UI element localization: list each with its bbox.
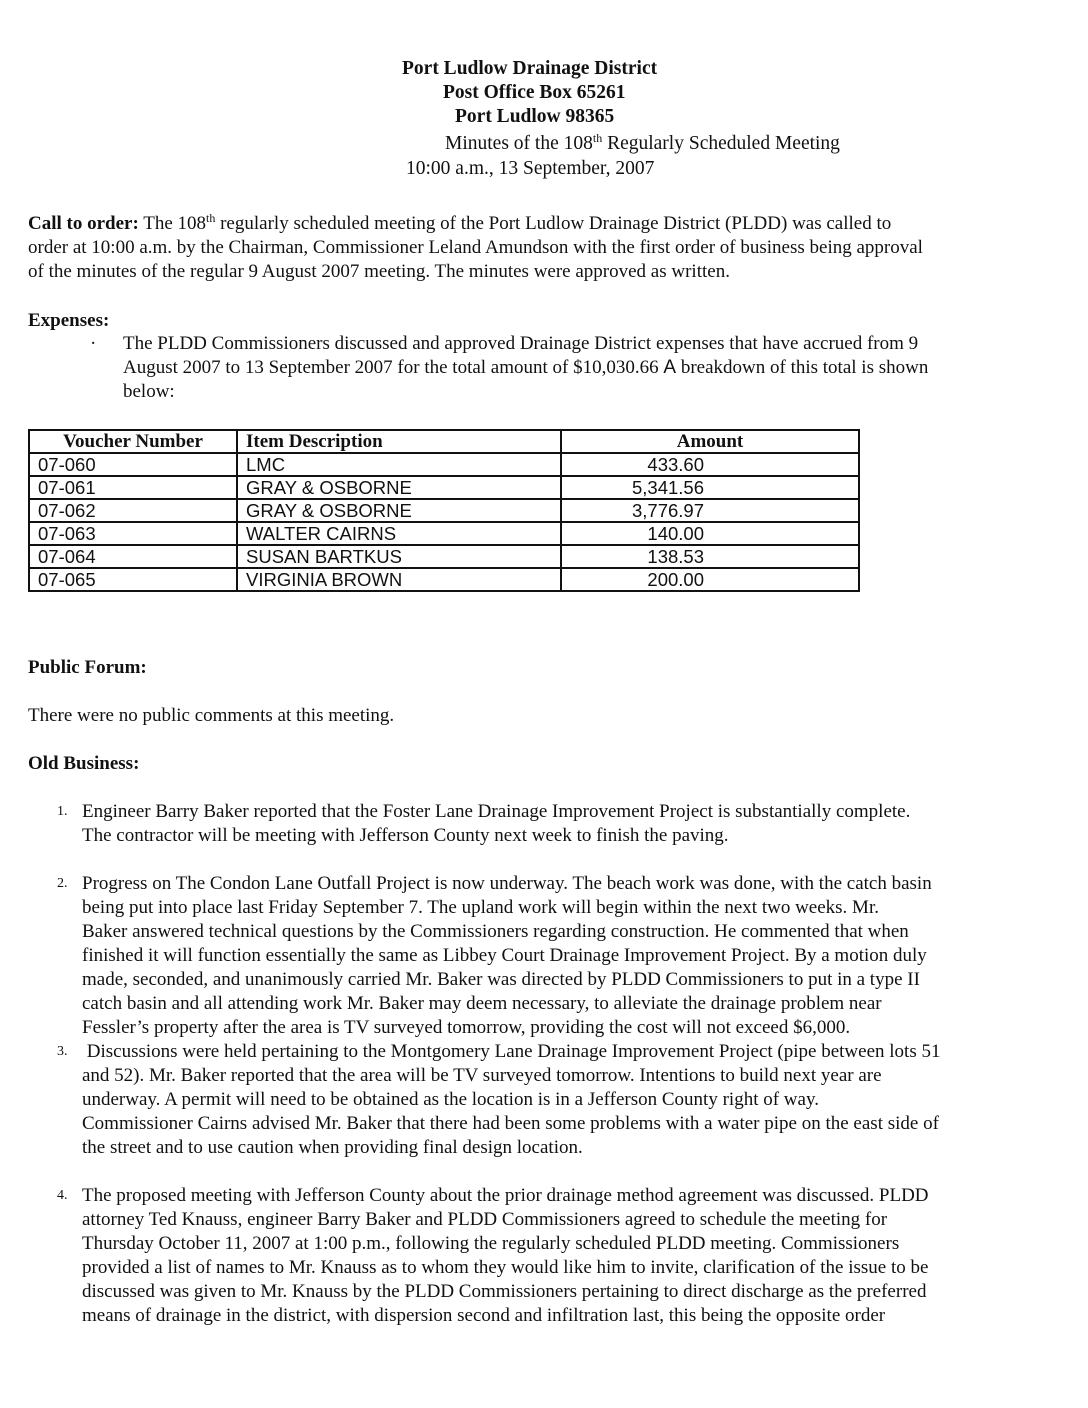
call-to-order-text: regularly scheduled meeting of the Port Ludlow Drainage District (PLDD) was called to <box>215 213 892 234</box>
expenses-text: August 2007 to 13 September 2007 for the total amount of $10,030.66 <box>123 357 664 378</box>
old-business-heading: Old Business: <box>28 753 140 774</box>
list-item-3-line: Discussions were held pertaining to the Montgomery Lane Drainage Improvement Project (pipe between lots 51 <box>82 1041 941 1062</box>
header-voucher-number: Voucher Number <box>29 430 237 453</box>
ordinal-sup: th <box>206 211 216 225</box>
list-item-2-line: finished it will function essentially the same as Libbey Court Drainage Improvement Project. By a motion duly <box>82 945 927 966</box>
call-to-order-heading: Call to order: <box>28 213 139 234</box>
list-item-3-line: Commissioner Cairns advised Mr. Baker that there had been some problems with a water pipe on the east side of <box>82 1113 939 1134</box>
item-description: LMC <box>237 453 561 476</box>
item-description: SUSAN BARTKUS <box>237 545 561 568</box>
header-item-description: Item Description <box>237 430 561 453</box>
expenses-line-2 <box>123 356 928 380</box>
city-zip: Port Ludlow 98365 <box>455 106 615 127</box>
list-item-2-line: catch basin and all attending work Mr. Baker may deem necessary, to alleviate the drainage problem near <box>82 993 882 1014</box>
table-row <box>29 568 859 591</box>
list-item-4-line: The proposed meeting with Jefferson County about the prior drainage method agreement was discussed. PLDD <box>82 1185 929 1206</box>
call-to-order-line-2: order at 10:00 a.m. by the Chairman, Commissioner Leland Amundson with the first order of business being approval <box>28 237 923 258</box>
org-name: Port Ludlow Drainage District <box>402 58 658 79</box>
amount-cell <box>561 499 859 522</box>
public-forum-text: There were no public comments at this meeting. <box>28 705 395 726</box>
list-number: 3. <box>57 1044 68 1059</box>
item-description: VIRGINIA BROWN <box>237 568 561 591</box>
amount: 3,776.97 <box>631 500 704 521</box>
voucher-table <box>28 429 860 592</box>
public-forum-heading: Public Forum: <box>28 657 147 678</box>
minutes-title-rest: Regularly Scheduled Meeting <box>602 133 840 154</box>
list-item-4-line: provided a list of names to Mr. Knauss as to whom they would like him to invite, clarification of the issue to be <box>82 1257 929 1278</box>
voucher-number: 07-065 <box>29 568 237 591</box>
voucher-number: 07-062 <box>29 499 237 522</box>
bullet-icon: · <box>90 333 97 354</box>
call-to-order-line-1 <box>28 212 891 236</box>
table-row <box>29 499 859 522</box>
list-item-4-line: attorney Ted Knauss, engineer Barry Baker and PLDD Commissioners agreed to schedule the meeting for <box>82 1209 888 1230</box>
amount: 138.53 <box>647 546 704 567</box>
voucher-number: 07-061 <box>29 476 237 499</box>
voucher-number: 07-064 <box>29 545 237 568</box>
amount: 200.00 <box>647 569 704 590</box>
list-item-2-line: Baker answered technical questions by the Commissioners regarding construction. He commented that when <box>82 921 909 942</box>
minutes-title <box>445 133 840 155</box>
table-row <box>29 453 859 476</box>
minutes-title-sup: th <box>592 131 603 145</box>
item-description: GRAY & OSBORNE <box>237 499 561 522</box>
item-description: WALTER CAIRNS <box>237 522 561 545</box>
amount: 140.00 <box>647 523 704 544</box>
po-box: Post Office Box 65261 <box>443 82 626 103</box>
list-number: 4. <box>57 1188 68 1203</box>
call-to-order-line-3: of the minutes of the regular 9 August 2007 meeting. The minutes were approved as written. <box>28 261 730 282</box>
list-item-3-line: underway. A permit will need to be obtained as the location is in a Jefferson County right of way. <box>82 1089 819 1110</box>
amount: 433.60 <box>647 454 704 475</box>
amount-cell <box>561 568 859 591</box>
table-row <box>29 476 859 499</box>
meeting-datetime: 10:00 a.m., 13 September, 2007 <box>406 158 655 179</box>
voucher-table-header <box>29 430 859 453</box>
list-item-2-line: Fessler’s property after the area is TV surveyed tomorrow, providing the cost will not exceed $6,000. <box>82 1017 851 1038</box>
list-item-2-line: being put into place last Friday September 7. The upland work will begin within the next two weeks. Mr. <box>82 897 879 918</box>
voucher-number: 07-063 <box>29 522 237 545</box>
list-item-1-line: Engineer Barry Baker reported that the Foster Lane Drainage Improvement Project is substantially complete. <box>82 801 911 822</box>
expenses-text: breakdown of this total is shown <box>676 357 929 378</box>
call-to-order-text: The 108 <box>138 213 207 234</box>
list-item-2-line: Progress on The Condon Lane Outfall Project is now underway. The beach work was done, with the catch basin <box>82 873 932 894</box>
amount-cell <box>561 453 859 476</box>
list-number: 1. <box>57 804 68 819</box>
item-description: GRAY & OSBORNE <box>237 476 561 499</box>
expenses-heading: Expenses: <box>28 310 110 331</box>
list-item-4-line: discussed was given to Mr. Knauss by the PLDD Commissioners pertaining to direct discharge as the preferred <box>82 1281 927 1302</box>
list-number: 2. <box>57 876 68 891</box>
amount: 5,341.56 <box>631 477 704 498</box>
expenses-line-1: The PLDD Commissioners discussed and approved Drainage District expenses that have accrued from 9 <box>123 333 919 354</box>
list-item-4-line: Thursday October 11, 2007 at 1:00 p.m., following the regularly scheduled PLDD meeting. Commissioners <box>82 1233 900 1254</box>
list-item-4-line: means of drainage in the district, with dispersion second and infiltration last, this being the opposite order <box>82 1305 886 1326</box>
list-item-3-line: and 52). Mr. Baker reported that the area will be TV surveyed tomorrow. Intentions to build next year are <box>82 1065 882 1086</box>
expenses-text-a: A <box>663 357 677 378</box>
expenses-line-3: below: <box>123 381 175 402</box>
list-item-1-line: The contractor will be meeting with Jefferson County next week to finish the paving. <box>82 825 729 846</box>
minutes-title-text: Minutes of the 108 <box>445 133 593 154</box>
table-row <box>29 522 859 545</box>
amount-cell <box>561 545 859 568</box>
voucher-number: 07-060 <box>29 453 237 476</box>
table-row <box>29 545 859 568</box>
amount-cell <box>561 522 859 545</box>
amount-cell <box>561 476 859 499</box>
header-amount: Amount <box>561 430 859 453</box>
list-item-2-line: made, seconded, and unanimously carried Mr. Baker was directed by PLDD Commissioners to put in a type II <box>82 969 920 990</box>
list-item-3-line: the street and to use caution when providing final design location. <box>82 1137 583 1158</box>
